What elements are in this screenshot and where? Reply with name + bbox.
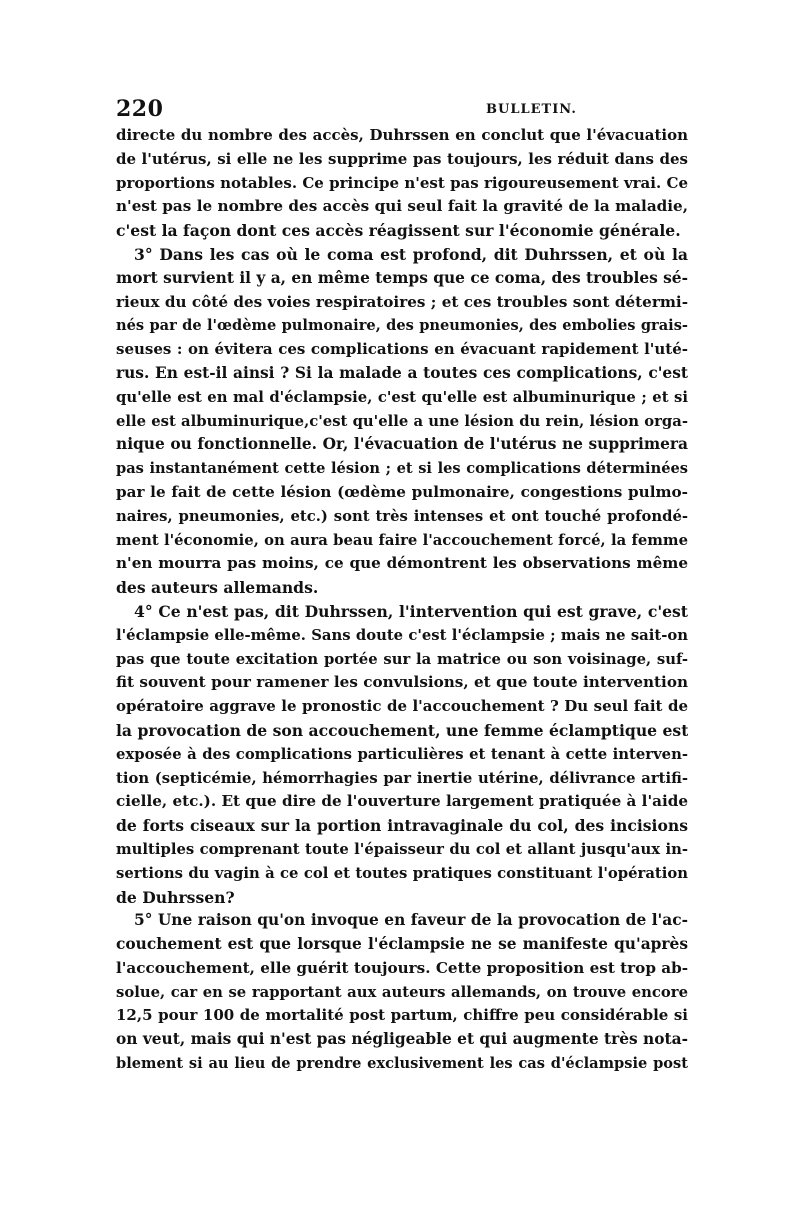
text-line: tion (septicémie, hémorrhagies par inertie utérine, délivrance artifi- — [116, 769, 688, 787]
text-line: pas instantanément cette lésion ; et si les complications déterminées — [116, 460, 688, 478]
text-line: exposée à des complications particulières et tenant à cette interven- — [116, 745, 688, 763]
page-number: 220 — [116, 96, 164, 122]
text-line: sertions du vagin à ce col et toutes pratiques constituant l'opération — [116, 864, 688, 882]
text-line: fit souvent pour ramener les convulsions, et que toute intervention — [116, 673, 688, 692]
text-line: pas que toute excitation portée sur la matrice ou son voisinage, suf- — [116, 650, 688, 668]
text-line: couchement est que lorsque l'éclampsie ne se manifeste qu'après — [116, 935, 688, 954]
text-line: nique ou fonctionnelle. Or, l'évacuation de l'utérus ne supprimera — [116, 435, 688, 454]
text-line: la provocation de son accouchement, une femme éclamptique est — [116, 720, 688, 740]
text-line: cielle, etc.). Et que dire de l'ouverture largement pratiquée à l'aide — [116, 792, 688, 811]
text-line: de forts ciseaux sur la portion intravaginale du col, des incisions — [116, 816, 688, 836]
text-line: ment l'économie, on aura beau faire l'accouchement forcé, la femme — [116, 531, 688, 549]
text-line: directe du nombre des accès, Duhrssen en conclut que l'évacuation — [116, 126, 688, 144]
text-line: de Duhrssen? — [116, 887, 235, 907]
text-line: l'éclampsie elle-même. Sans doute c'est l'éclampsie ; mais ne sait-on — [116, 626, 688, 644]
text-line: opératoire aggrave le pronostic de l'accouchement ? Du seul fait de — [116, 697, 688, 716]
text-line: seuses : on évitera ces complications en évacuant rapidement l'uté- — [116, 340, 688, 359]
text-line: 3° Dans les cas où le coma est profond, dit Duhrssen, et où la — [134, 244, 688, 264]
running-title: BULLETIN. — [486, 102, 577, 117]
text-line: nés par de l'œdème pulmonaire, des pneumonies, des embolies grais- — [116, 317, 688, 335]
text-line: c'est la façon dont ces accès réagissent sur l'économie générale. — [116, 221, 681, 241]
text-line: mort survient il y a, en même temps que ce coma, des troubles sé- — [116, 268, 688, 287]
text-line: n'est pas le nombre des accès qui seul fait la gravité de la maladie, — [116, 197, 688, 216]
text-line: blement si au lieu de prendre exclusivement les cas d'éclampsie post — [116, 1055, 688, 1073]
text-line: de l'utérus, si elle ne les supprime pas toujours, les réduit dans des — [116, 149, 688, 168]
text-line: qu'elle est en mal d'éclampsie, c'est qu'elle est albuminurique ; et si — [116, 388, 688, 406]
text-line: solue, car en se rapportant aux auteurs allemands, on trouve encore — [116, 983, 688, 1001]
text-line: naires, pneumonies, etc.) sont très intenses et ont touché profondé- — [116, 507, 688, 525]
text-line: rus. En est-il ainsi ? Si la malade a toutes ces complications, c'est — [116, 363, 688, 382]
text-line: 12,5 pour 100 de mortalité post partum, chiffre peu considérable si — [116, 1006, 688, 1025]
text-line: elle est albuminurique,c'est qu'elle a une lésion du rein, lésion orga- — [116, 412, 688, 430]
text-line: rieux du côté des voies respiratoires ; et ces troubles sont détermi- — [116, 292, 688, 311]
text-line: par le fait de cette lésion (œdème pulmonaire, congestions pulmo- — [116, 482, 688, 501]
text-line: 4° Ce n'est pas, dit Duhrssen, l'intervention qui est grave, c'est — [134, 601, 688, 621]
body-text — [116, 124, 688, 1076]
text-line: 5° Une raison qu'on invoque en faveur de la provocation de l'ac- — [134, 911, 688, 930]
text-line: l'accouchement, elle guérit toujours. Cette proposition est trop ab- — [116, 958, 688, 977]
text-line: proportions notables. Ce principe n'est pas rigoureusement vrai. Ce — [116, 173, 688, 192]
text-line: on veut, mais qui n'est pas négligeable et qui augmente très nota- — [116, 1030, 688, 1049]
text-line: n'en mourra pas moins, ce que démontrent les observations même — [116, 554, 688, 573]
text-line: multiples comprenant toute l'épaisseur du col et allant jusqu'aux in- — [116, 840, 688, 858]
text-line: des auteurs allemands. — [116, 578, 319, 598]
page-header — [116, 96, 686, 126]
